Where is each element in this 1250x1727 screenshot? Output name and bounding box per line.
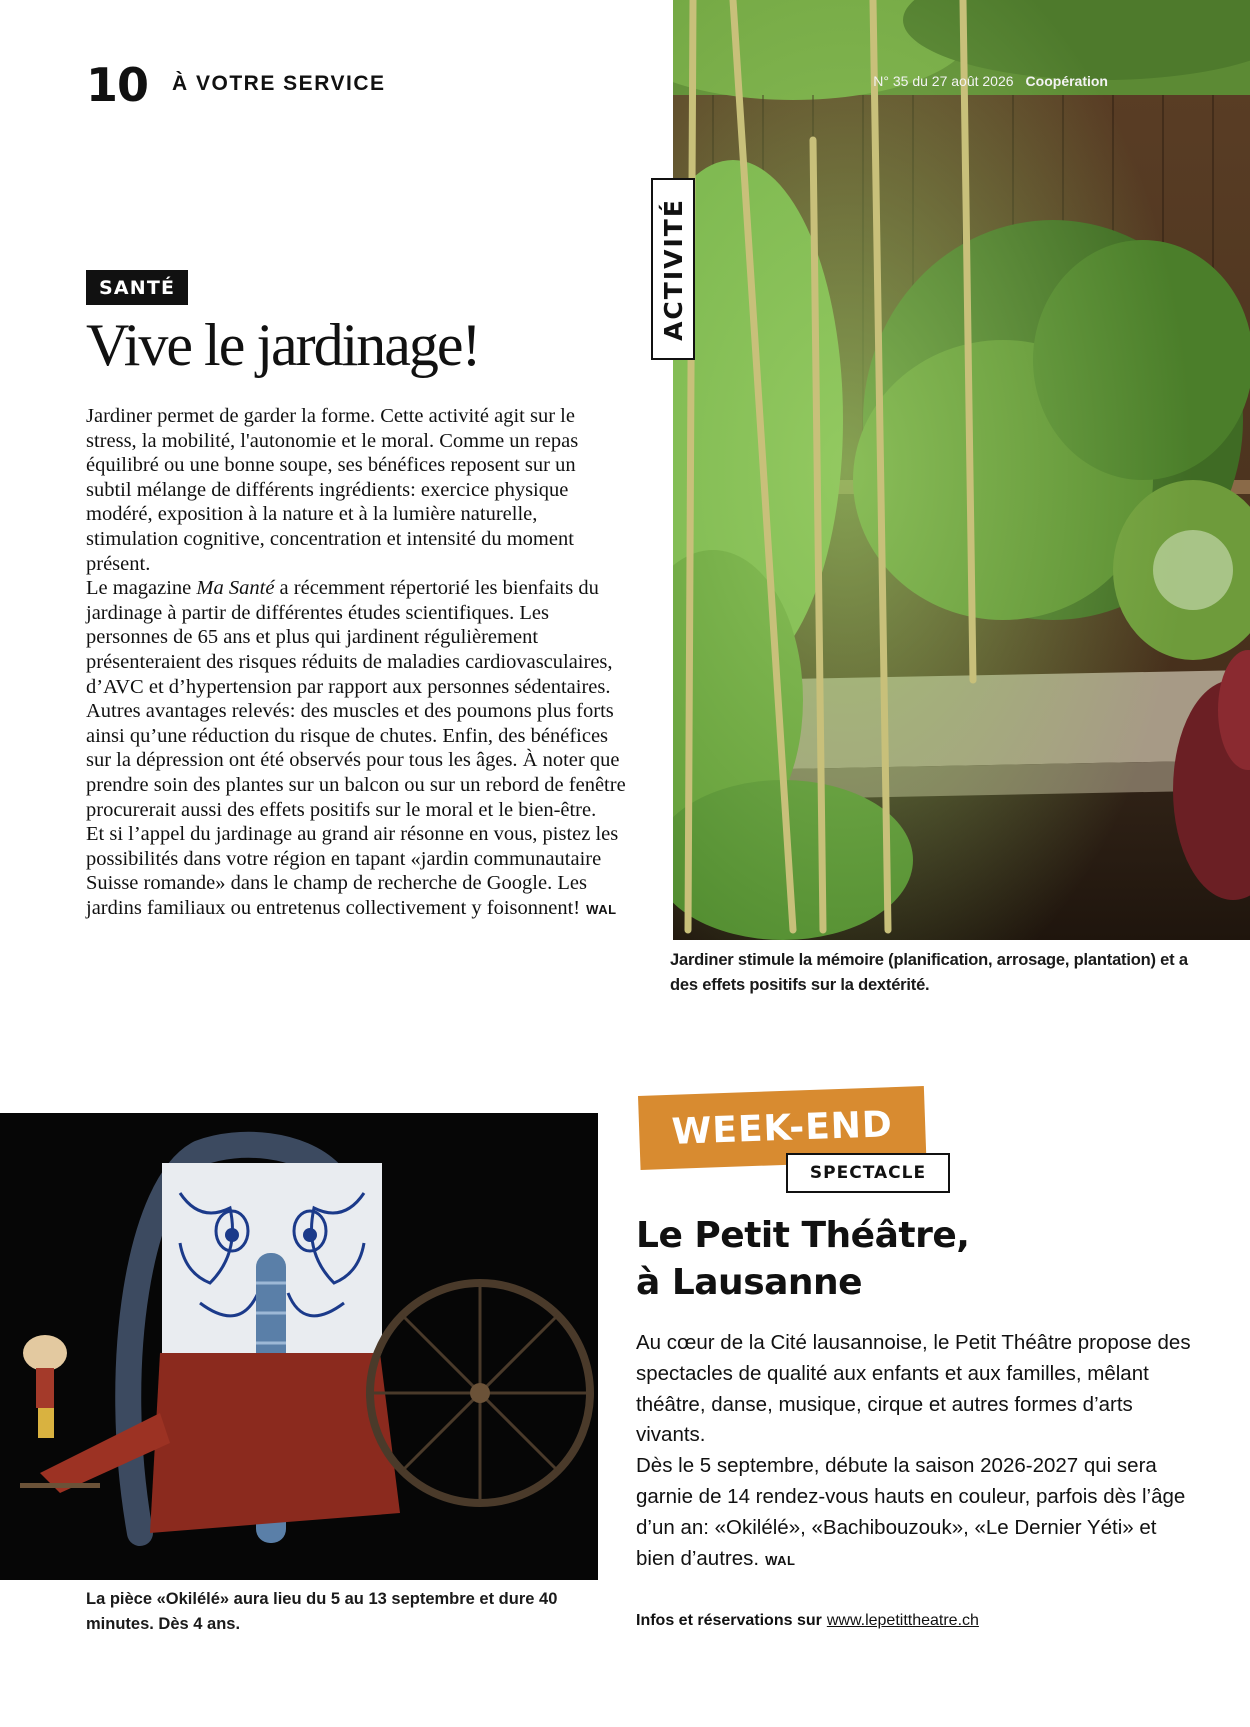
issue-info <box>873 73 1108 89</box>
page-number: 10 <box>86 58 149 112</box>
health-text: a récemment répertorié les bienfaits du jardinage à partir de différentes études scientifiques. Les personnes de 65 ans et plus qui jardinent régulièrement présenteraient des risques réduits de maladies cardiovasculaires, d’AVC et d’hypertension par rapport aux personnes sédentaires. <box>86 577 613 698</box>
brand-name: Coopération <box>1025 73 1108 89</box>
author-initials: WAL <box>765 1552 796 1568</box>
health-paragraph: Jardiner permet de garder la forme. Cette activité agit sur le stress, la mobilité, l'autonomie et le moral. Comme un repas équilibré ou une bonne soupe, ses bénéfices reposent sur un subtil mélange de différents ingrédients: exercice physique modéré, exposition à la nature et à la lumière naturelle, stimulation cognitive, concentration et intensité du moment présent. <box>86 405 579 575</box>
section-label: À VOTRE SERVICE <box>172 72 386 95</box>
health-tag: SANTÉ <box>86 270 188 305</box>
health-text: Le magazine <box>86 577 197 600</box>
info-label: Infos et réservations sur <box>636 1612 822 1629</box>
spectacle-tag <box>786 1153 950 1193</box>
theatre-photo-caption: La pièce «Okilélé» aura lieu du 5 au 13 septembre et dure 40 minutes. Dès 4 ans. <box>86 1590 558 1633</box>
website-link[interactable]: www.lepetittheatre.ch <box>826 1612 979 1629</box>
health-paragraph: Autres avantages relevés: des muscles et des poumons plus forts ainsi qu’une réduction du risque de chutes. Enfin, des bénéfices sur la dépression ont été observés pour tous les âges. À noter que prendre soin des plantes sur un balcon ou sur un rebord de fenêtre procurerait aussi des effets positifs sur le moral et le bien-être. <box>86 700 626 821</box>
theatre-title-line: à Lausanne <box>636 1262 863 1303</box>
health-paragraph <box>86 822 626 922</box>
health-title: Vive le jardinage! <box>86 312 480 378</box>
theatre-title-line: Le Petit Théâtre, <box>636 1215 970 1256</box>
theatre-paragraph <box>636 1451 1196 1576</box>
theatre-paragraph: Au cœur de la Cité lausannoise, le Petit Théâtre propose des spectacles de qualité aux enfants et aux familles, mêlant théâtre, danse, musique, cirque et autres formes d’arts vivants. <box>636 1331 1191 1447</box>
spectacle-tag-label: SPECTACLE <box>809 1163 927 1183</box>
activity-tag-label: ACTIVITÉ <box>658 197 688 341</box>
theatre-text: Dès le 5 septembre, débute la saison 2026-2027 qui sera garnie de 14 rendez-vous hauts en couleur, parfois dès l’âge d’un an: «Okilélé», «Bachibouzouk», «Le Dernier Yéti» et bien d’autres. <box>636 1454 1186 1570</box>
info-line <box>636 1612 979 1630</box>
health-body <box>86 404 626 922</box>
theatre-body <box>636 1328 1196 1576</box>
health-text: Et si l’appel du jardinage au grand air résonne en vous, pistez les possibilités dans votre région en tapant «jardin communautaire Suisse romande» dans le champ de recherche de Google. Les jardins familiaux ou entretenus collectivement y foisonnent! <box>86 823 619 919</box>
theatre-title <box>636 1212 1176 1306</box>
magazine-name: Ma Santé <box>196 577 275 600</box>
author-initials: WAL <box>586 901 617 917</box>
weekend-badge-label: WEEK-END <box>670 1103 894 1153</box>
garden-photo <box>673 0 1250 940</box>
health-paragraph <box>86 576 626 699</box>
issue-number: N° 35 du 27 août 2026 <box>873 73 1014 89</box>
theatre-photo <box>0 1113 598 1580</box>
activity-tag <box>651 178 695 360</box>
garden-photo-caption: Jardiner stimule la mémoire (planification, arrosage, plantation) et a des effets positifs sur la dextérité. <box>670 951 1188 994</box>
